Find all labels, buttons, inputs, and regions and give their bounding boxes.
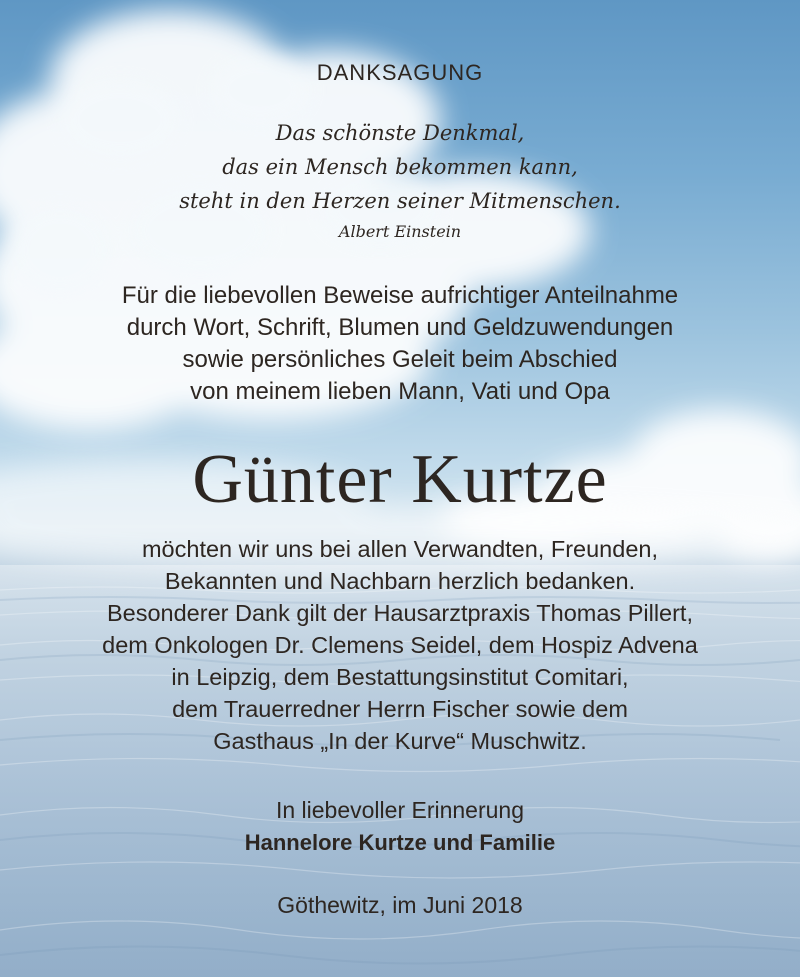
closing-phrase: In liebevoller Erinnerung: [275, 797, 525, 823]
thanks-line: dem Onkologen Dr. Clemens Seidel, dem Hospiz Advena: [102, 632, 698, 658]
signature: Hannelore Kurtze und Familie: [244, 830, 556, 855]
thanks-text: [0, 533, 800, 757]
thanks-line: in Leipzig, dem Bestattungsinstitut Comitari,: [171, 664, 629, 690]
intro-line: von meinem lieben Mann, Vati und Opa: [190, 378, 610, 405]
quote-line: das ein Mensch bekommen kann,: [222, 155, 578, 179]
thanks-line: Gasthaus „In der Kurve“ Muschwitz.: [213, 728, 587, 754]
place-date: Göthewitz, im Juni 2018: [277, 892, 523, 918]
quote-line: Das schönste Denkmal,: [275, 121, 525, 145]
thanks-line: Bekannten und Nachbarn herzlich bedanken.: [164, 568, 636, 594]
thanks-line: Besonderer Dank gilt der Hausarztpraxis Thomas Pillert,: [106, 600, 693, 626]
heading: DANKSAGUNG: [316, 60, 484, 85]
intro-line: sowie persönliches Geleit beim Abschied: [182, 346, 618, 373]
quote: [0, 116, 800, 218]
quote-line: steht in den Herzen seiner Mitmenschen.: [179, 189, 621, 213]
quote-author: Albert Einstein: [338, 222, 462, 241]
deceased-name: Günter Kurtze: [192, 441, 608, 518]
intro-text: [0, 280, 800, 408]
thanks-line: dem Trauerredner Herrn Fischer sowie dem: [172, 696, 628, 722]
intro-line: durch Wort, Schrift, Blumen und Geldzuwendungen: [126, 314, 674, 341]
intro-line: Für die liebevollen Beweise aufrichtiger Anteilnahme: [121, 282, 679, 309]
thanks-line: möchten wir uns bei allen Verwandten, Freunden,: [141, 536, 658, 562]
